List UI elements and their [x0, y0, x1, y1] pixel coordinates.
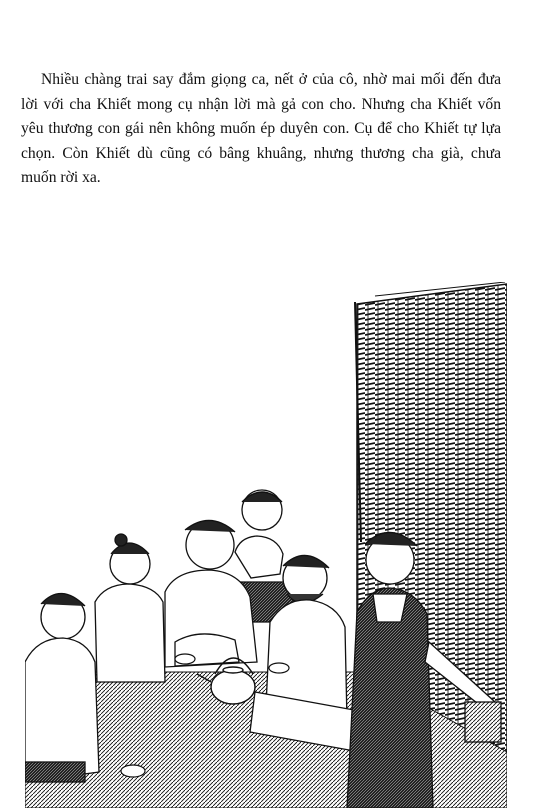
story-text	[21, 68, 501, 191]
villagers-illustration	[25, 282, 507, 808]
story-paragraph: Nhiều chàng trai say đắm giọng ca, nết ở của cô, nhờ mai mối đến đưa lời với cha Khiết mong cụ nhận lời mà gả con cho. Nhưng cha Khiết vốn yêu thương con gái nên không muốn ép duyên con. Cụ để cho Khiết tự lựa chọn. Còn Khiết dù cũng có bâng khuâng, nhưng thương cha già, chưa muốn rời xa.	[21, 71, 501, 186]
man-left-figure	[95, 534, 165, 682]
man-foreground-figure	[25, 593, 99, 782]
